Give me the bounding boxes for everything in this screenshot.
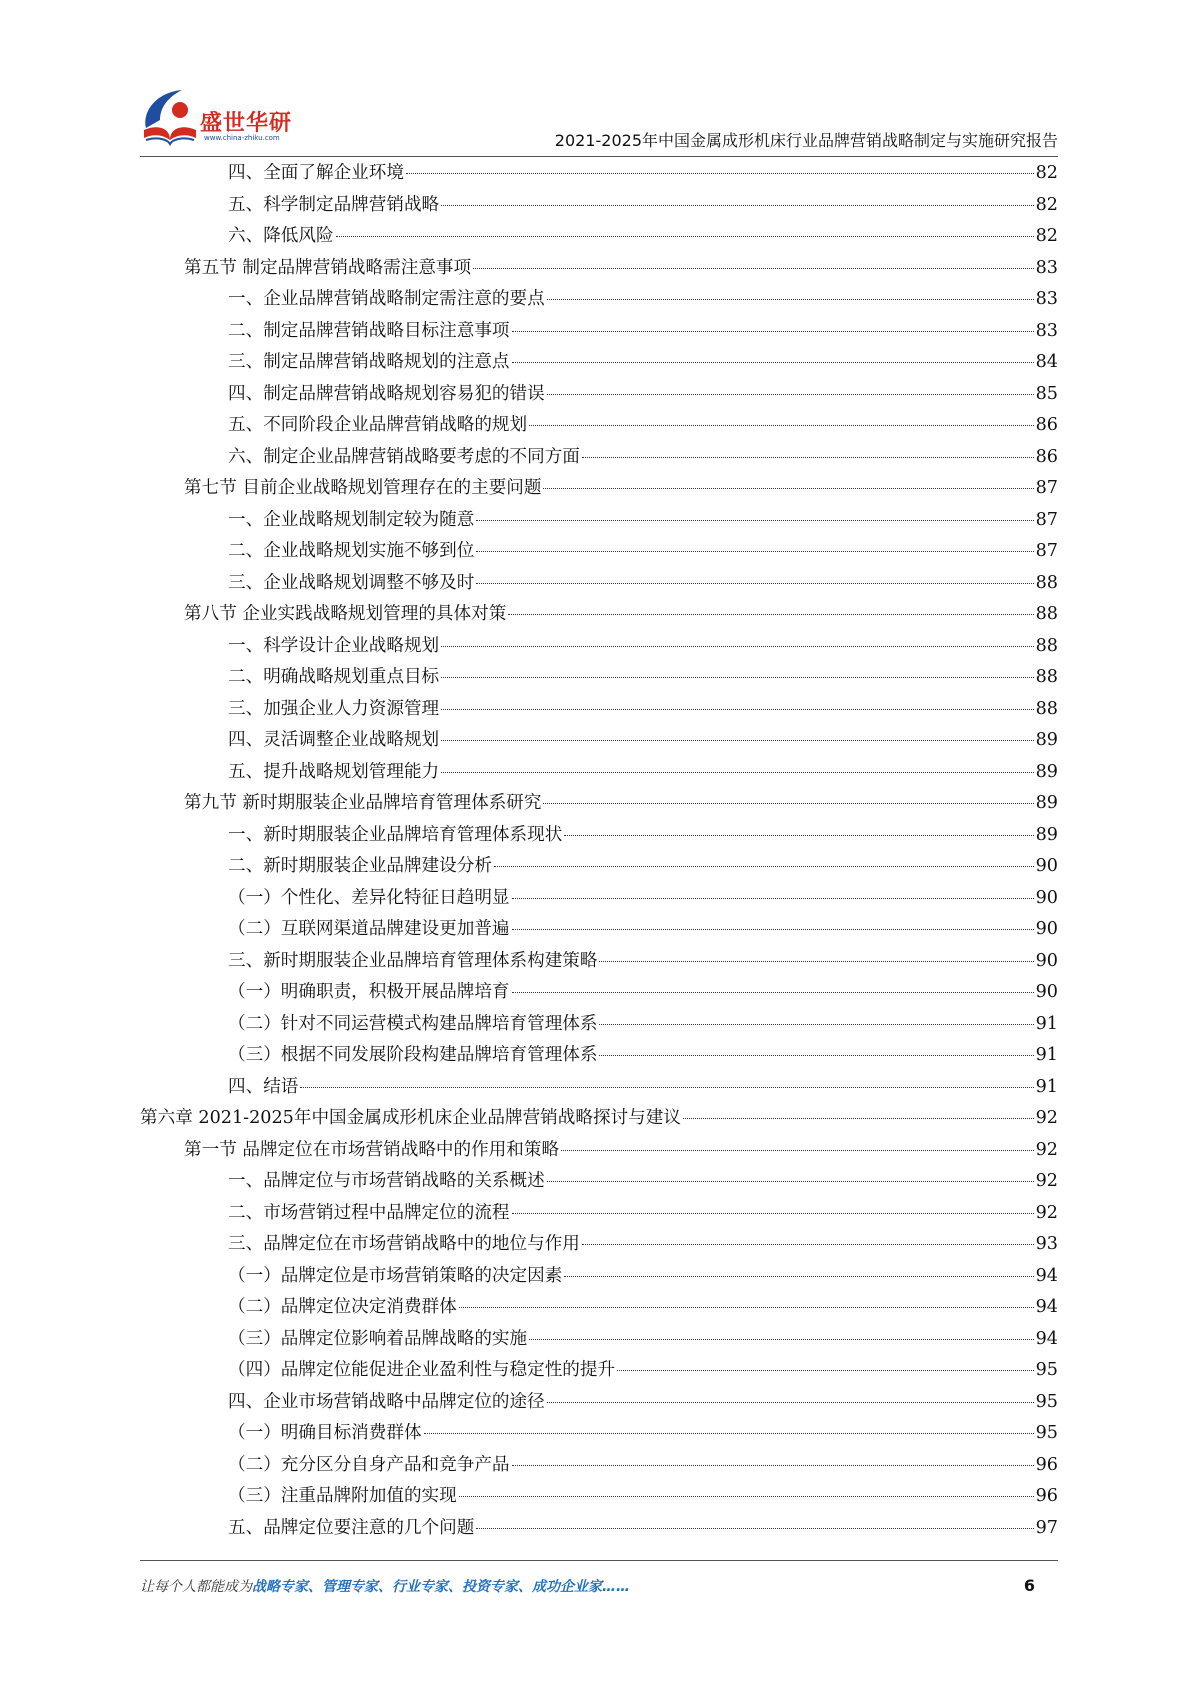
toc-entry[interactable]: [140, 473, 1058, 505]
toc-entry-label: （二）互联网渠道品牌建设更加普遍: [228, 919, 510, 939]
toc-entry[interactable]: [140, 725, 1058, 757]
toc-dot-leader: [529, 1338, 1034, 1340]
toc-dot-leader: [512, 991, 1034, 993]
toc-entry-label: 二、明确战略规划重点目标: [228, 667, 440, 687]
toc-dot-leader: [512, 928, 1034, 930]
toc-entry-page: 84: [1035, 352, 1058, 372]
page-header: [140, 78, 1058, 153]
toc-dot-leader: [476, 519, 1033, 521]
toc-entry[interactable]: [140, 1198, 1058, 1230]
toc-entry[interactable]: [140, 946, 1058, 978]
toc-dot-leader: [508, 613, 1033, 615]
toc-entry[interactable]: [140, 1229, 1058, 1261]
toc-entry-page: 83: [1035, 257, 1058, 278]
toc-dot-leader: [564, 834, 1033, 836]
toc-entry-page: 96: [1035, 1486, 1058, 1506]
toc-entry-page: 95: [1035, 1360, 1058, 1380]
toc-dot-leader: [512, 361, 1034, 363]
toc-entry-page: 87: [1035, 541, 1058, 561]
toc-entry-label: 六、降低风险: [228, 226, 334, 246]
toc-entry[interactable]: [140, 284, 1058, 316]
toc-entry-label: 四、制定品牌营销战略规划容易犯的错误: [228, 383, 545, 404]
toc-entry-label: 第九节 新时期服装企业品牌培育管理体系研究: [184, 793, 542, 813]
book-swirl-logo-icon: [140, 84, 200, 148]
toc-entry[interactable]: [140, 851, 1058, 883]
toc-entry[interactable]: [140, 536, 1058, 568]
toc-dot-leader: [529, 424, 1034, 426]
toc-entry-label: 一、企业品牌营销战略制定需注意的要点: [228, 289, 545, 309]
toc-entry[interactable]: [140, 1513, 1058, 1545]
toc-entry-label: 五、提升战略规划管理能力: [228, 761, 440, 782]
toc-dot-leader: [441, 739, 1033, 741]
toc-entry[interactable]: [140, 757, 1058, 789]
toc-entry-label: 第八节 企业实践战略规划管理的具体对策: [184, 604, 507, 624]
toc-entry-label: （三）品牌定位影响着品牌战略的实施: [228, 1328, 528, 1349]
toc-entry[interactable]: [140, 410, 1058, 442]
toc-entry-page: 90: [1035, 856, 1058, 876]
toc-entry-label: 一、新时期服装企业品牌培育管理体系现状: [228, 824, 563, 845]
toc-entry[interactable]: [140, 599, 1058, 631]
toc-dot-leader: [441, 708, 1033, 710]
toc-dot-leader: [543, 487, 1033, 489]
toc-entry[interactable]: [140, 1009, 1058, 1041]
toc-entry-label: （一）个性化、差异化特征日趋明显: [228, 887, 510, 908]
toc-entry-label: 四、灵活调整企业战略规划: [228, 730, 440, 750]
toc-dot-leader: [494, 865, 1034, 867]
toc-entry[interactable]: [140, 158, 1058, 190]
toc-entry[interactable]: [140, 820, 1058, 852]
toc-entry-page: 92: [1035, 1171, 1058, 1191]
toc-entry-label: 二、新时期服装企业品牌建设分析: [228, 856, 492, 876]
toc-entry-label: 一、企业战略规划制定较为随意: [228, 509, 475, 530]
toc-entry[interactable]: [140, 1103, 1058, 1135]
toc-entry-page: 87: [1035, 509, 1058, 530]
header-divider: [140, 156, 1058, 157]
toc-entry[interactable]: [140, 883, 1058, 915]
toc-entry-page: 88: [1035, 604, 1058, 624]
toc-entry[interactable]: [140, 1292, 1058, 1324]
toc-entry-page: 89: [1035, 793, 1058, 813]
toc-entry-label: 三、品牌定位在市场营销战略中的地位与作用: [228, 1234, 580, 1254]
toc-entry-label: 第六章 2021-2025年中国金属成形机床企业品牌营销战略探讨与建议: [140, 1108, 681, 1128]
document-title: 2021-2025年中国金属成形机床行业品牌营销战略制定与实施研究报告: [554, 131, 1058, 150]
toc-entry[interactable]: [140, 694, 1058, 726]
toc-entry[interactable]: [140, 1481, 1058, 1513]
toc-dot-leader: [459, 1306, 1034, 1308]
toc-dot-leader: [543, 802, 1033, 804]
toc-entry-page: 89: [1035, 761, 1058, 782]
toc-dot-leader: [476, 550, 1033, 552]
toc-entry[interactable]: [140, 1355, 1058, 1387]
toc-entry[interactable]: [140, 914, 1058, 946]
toc-entry-page: 88: [1035, 572, 1058, 593]
toc-entry-label: 三、企业战略规划调整不够及时: [228, 572, 475, 593]
toc-entry-page: 92: [1035, 1108, 1058, 1128]
toc-entry-page: 91: [1035, 1045, 1058, 1065]
toc-entry-page: 93: [1035, 1234, 1058, 1254]
toc-entry-page: 96: [1035, 1454, 1058, 1475]
toc-entry-page: 88: [1035, 698, 1058, 719]
toc-entry-label: 五、品牌定位要注意的几个问题: [228, 1517, 475, 1538]
toc-entry[interactable]: [140, 442, 1058, 474]
toc-entry-page: 94: [1035, 1328, 1058, 1349]
toc-entry-page: 92: [1035, 1139, 1058, 1160]
toc-entry[interactable]: [140, 1418, 1058, 1450]
toc-entry-page: 91: [1035, 1076, 1058, 1097]
toc-entry-label: 四、全面了解企业环境: [228, 163, 404, 183]
toc-entry[interactable]: [140, 253, 1058, 285]
toc-entry[interactable]: [140, 1324, 1058, 1356]
toc-entry-page: 90: [1035, 887, 1058, 908]
toc-entry[interactable]: [140, 316, 1058, 348]
toc-entry-label: （一）品牌定位是市场营销策略的决定因素: [228, 1265, 563, 1286]
company-logo: [140, 84, 310, 148]
toc-entry-page: 91: [1035, 1013, 1058, 1034]
toc-entry[interactable]: [140, 568, 1058, 600]
toc-entry-page: 94: [1035, 1297, 1058, 1317]
toc-entry-page: 82: [1035, 194, 1058, 215]
toc-entry-page: 90: [1035, 982, 1058, 1002]
toc-dot-leader: [547, 1401, 1034, 1403]
toc-entry-label: 三、加强企业人力资源管理: [228, 698, 440, 719]
toc-entry-page: 89: [1035, 824, 1058, 845]
toc-entry-page: 89: [1035, 730, 1058, 750]
toc-dot-leader: [441, 771, 1033, 773]
toc-entry-label: 第五节 制定品牌营销战略需注意事项: [184, 257, 472, 278]
toc-entry[interactable]: [140, 190, 1058, 222]
toc-entry-page: 83: [1035, 289, 1058, 309]
toc-dot-leader: [459, 1495, 1034, 1497]
toc-entry-label: （三）根据不同发展阶段构建品牌培育管理体系: [228, 1045, 598, 1065]
toc-dot-leader: [512, 1464, 1034, 1466]
toc-entry[interactable]: [140, 1166, 1058, 1198]
toc-dot-leader: [582, 1243, 1034, 1245]
toc-dot-leader: [561, 1149, 1034, 1151]
toc-entry-page: 86: [1035, 446, 1058, 467]
footer-divider: [140, 1560, 1058, 1561]
toc-dot-leader: [599, 960, 1033, 962]
toc-entry-label: 五、科学制定品牌营销战略: [228, 194, 440, 215]
toc-entry-label: 四、结语: [228, 1076, 299, 1097]
toc-entry-label: 三、制定品牌营销战略规划的注意点: [228, 352, 510, 372]
toc-dot-leader: [441, 645, 1033, 647]
toc-entry[interactable]: [140, 1040, 1058, 1072]
toc-entry-label: （四）品牌定位能促进企业盈利性与稳定性的提升: [228, 1360, 616, 1380]
toc-dot-leader: [476, 582, 1033, 584]
toc-entry[interactable]: [140, 977, 1058, 1009]
toc-entry-page: 82: [1035, 226, 1058, 246]
toc-dot-leader: [441, 204, 1033, 206]
toc-dot-leader: [441, 676, 1033, 678]
toc-entry-label: 五、不同阶段企业品牌营销战略的规划: [228, 415, 528, 435]
toc-entry-page: 83: [1035, 320, 1058, 341]
toc-entry-page: 86: [1035, 415, 1058, 435]
toc-entry-page: 94: [1035, 1265, 1058, 1286]
toc-dot-leader: [547, 1180, 1034, 1182]
slogan-prefix: 让每个人都能成为: [140, 1579, 252, 1595]
toc-dot-leader: [599, 1054, 1033, 1056]
toc-entry[interactable]: [140, 1135, 1058, 1167]
logo-name: 盛世华研: [200, 111, 293, 136]
toc-entry-label: （一）明确职责，积极开展品牌培育: [228, 982, 510, 1002]
toc-entry-label: 二、企业战略规划实施不够到位: [228, 541, 475, 561]
toc-entry[interactable]: [140, 788, 1058, 820]
toc-dot-leader: [336, 235, 1034, 237]
toc-entry[interactable]: [140, 1261, 1058, 1293]
toc-dot-leader: [424, 1432, 1034, 1434]
toc-entry-page: 95: [1035, 1391, 1058, 1412]
toc-entry[interactable]: [140, 1387, 1058, 1419]
toc-entry-label: 一、科学设计企业战略规划: [228, 635, 440, 656]
toc-entry-page: 90: [1035, 950, 1058, 971]
toc-entry-label: （一）明确目标消费群体: [228, 1423, 422, 1443]
toc-dot-leader: [512, 897, 1034, 899]
toc-dot-leader: [599, 1023, 1033, 1025]
toc-entry[interactable]: [140, 662, 1058, 694]
toc-entry-label: （三）注重品牌附加值的实现: [228, 1486, 457, 1506]
toc-entry[interactable]: [140, 1072, 1058, 1104]
toc-entry-page: 88: [1035, 667, 1058, 687]
toc-dot-leader: [512, 1212, 1034, 1214]
table-of-contents: [140, 158, 1058, 1544]
toc-dot-leader: [547, 393, 1034, 395]
toc-entry-label: 第一节 品牌定位在市场营销战略中的作用和策略: [184, 1139, 560, 1160]
toc-entry-page: 82: [1035, 163, 1058, 183]
toc-entry-label: 二、市场营销过程中品牌定位的流程: [228, 1202, 510, 1223]
toc-dot-leader: [476, 1527, 1033, 1529]
toc-entry-label: （二）针对不同运营模式构建品牌培育管理体系: [228, 1013, 598, 1034]
logo-url: www.china-zhiku.com: [204, 134, 280, 142]
toc-entry-page: 85: [1035, 383, 1058, 404]
toc-entry-label: （二）充分区分自身产品和竞争产品: [228, 1454, 510, 1475]
toc-entry-page: 95: [1035, 1423, 1058, 1443]
toc-dot-leader: [406, 172, 1034, 174]
toc-dot-leader: [582, 456, 1034, 458]
toc-dot-leader: [617, 1369, 1034, 1371]
toc-entry-label: 四、企业市场营销战略中品牌定位的途径: [228, 1391, 545, 1412]
toc-entry[interactable]: [140, 505, 1058, 537]
toc-entry-label: 二、制定品牌营销战略目标注意事项: [228, 320, 510, 341]
page-number: 6: [1023, 1576, 1035, 1595]
toc-entry-label: 三、新时期服装企业品牌培育管理体系构建策略: [228, 950, 598, 971]
toc-entry[interactable]: [140, 379, 1058, 411]
toc-entry-label: 六、制定企业品牌营销战略要考虑的不同方面: [228, 446, 580, 467]
toc-entry-page: 97: [1035, 1517, 1058, 1538]
toc-entry[interactable]: [140, 347, 1058, 379]
toc-entry[interactable]: [140, 631, 1058, 663]
toc-dot-leader: [512, 330, 1034, 332]
toc-entry-page: 88: [1035, 635, 1058, 656]
toc-dot-leader: [547, 298, 1034, 300]
toc-entry-label: 第七节 目前企业战略规划管理存在的主要问题: [184, 478, 542, 498]
toc-entry-page: 87: [1035, 478, 1058, 498]
slogan-highlight: 战略专家、管理专家、行业专家、投资专家、成功企业家……: [252, 1579, 630, 1595]
toc-entry-page: 90: [1035, 919, 1058, 939]
toc-entry[interactable]: [140, 221, 1058, 253]
toc-entry[interactable]: [140, 1450, 1058, 1482]
toc-entry-page: 92: [1035, 1202, 1058, 1223]
page-footer: [140, 1576, 1035, 1600]
toc-dot-leader: [473, 267, 1034, 269]
toc-dot-leader: [683, 1117, 1034, 1119]
toc-entry-label: 一、品牌定位与市场营销战略的关系概述: [228, 1171, 545, 1191]
toc-entry-label: （二）品牌定位决定消费群体: [228, 1297, 457, 1317]
toc-dot-leader: [564, 1275, 1033, 1277]
toc-dot-leader: [300, 1086, 1033, 1088]
